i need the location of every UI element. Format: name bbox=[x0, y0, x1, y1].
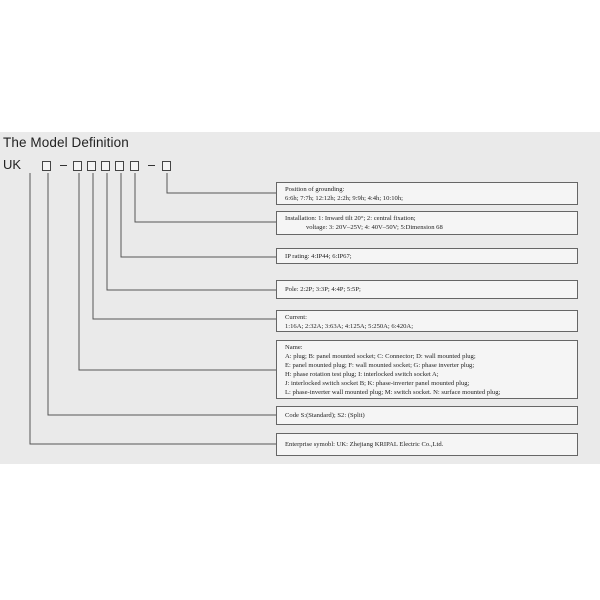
definition-label: Current: bbox=[285, 314, 307, 321]
definition-grounding bbox=[276, 182, 578, 205]
definition-current bbox=[276, 310, 578, 332]
definition-ip-rating bbox=[276, 248, 578, 264]
definition-label: Code S:(Standard); S2: (Split) bbox=[285, 412, 365, 419]
diagram-title: The Model Definition bbox=[3, 135, 129, 150]
definition-values: L: phase-inverter wall mounted plug; M: switch socket. N: surface mounted plug; bbox=[285, 389, 501, 396]
definition-values: voltage: 3: 20V–25V; 4: 40V–50V; 5:Dimension 68 bbox=[306, 224, 443, 231]
definition-installation bbox=[276, 211, 578, 235]
connector-name bbox=[79, 173, 276, 370]
connector-grounding bbox=[167, 173, 276, 193]
definition-values: H: phase rotation test plug; I: interlocked switch socket A; bbox=[285, 371, 439, 378]
connector-ip-rating bbox=[121, 173, 276, 257]
connector-code bbox=[48, 173, 276, 415]
definition-values: J: interlocked switch socket B; K: phase-inverter panel mounted plug; bbox=[285, 380, 470, 387]
definition-label: Name: bbox=[285, 344, 303, 351]
definition-values: 6:6h; 7:7h; 12:12h; 2:2h; 9:9h; 4:4h; 10:10h; bbox=[285, 195, 403, 202]
connector-installation bbox=[135, 173, 276, 222]
model-code-prefix: UK bbox=[3, 157, 22, 172]
definition-code bbox=[276, 406, 578, 425]
definition-label: Enterprise symobl: UK: Zhejiang KRIPAL Electric Co.,Ltd. bbox=[285, 441, 444, 448]
connector-pole bbox=[107, 173, 276, 290]
definition-values: E: panel mounted plug; F: wall mounted socket; G: phase inverter plug; bbox=[285, 362, 475, 369]
definition-label: Installation: 1: Inward tilt 20°; 2: central fixation; bbox=[285, 215, 416, 222]
definition-name bbox=[276, 340, 578, 399]
definition-label: IP rating: 4:IP44; 6:IP67; bbox=[285, 253, 352, 260]
definition-label: Pole: 2:2P; 3:3P; 4:4P; 5:5P; bbox=[285, 286, 361, 293]
connector-current bbox=[93, 173, 276, 319]
definition-pole bbox=[276, 280, 578, 299]
definition-enterprise bbox=[276, 433, 578, 456]
definition-label: Position of grounding: bbox=[285, 186, 345, 193]
connector-enterprise bbox=[30, 173, 276, 444]
definition-values: 1:16A; 2:32A; 3:63A; 4:125A; 5:250A; 6:420A; bbox=[285, 323, 414, 330]
definition-values: A: plug; B: panel mounted socket; C: Connector; D: wall mounted plug; bbox=[285, 353, 476, 360]
